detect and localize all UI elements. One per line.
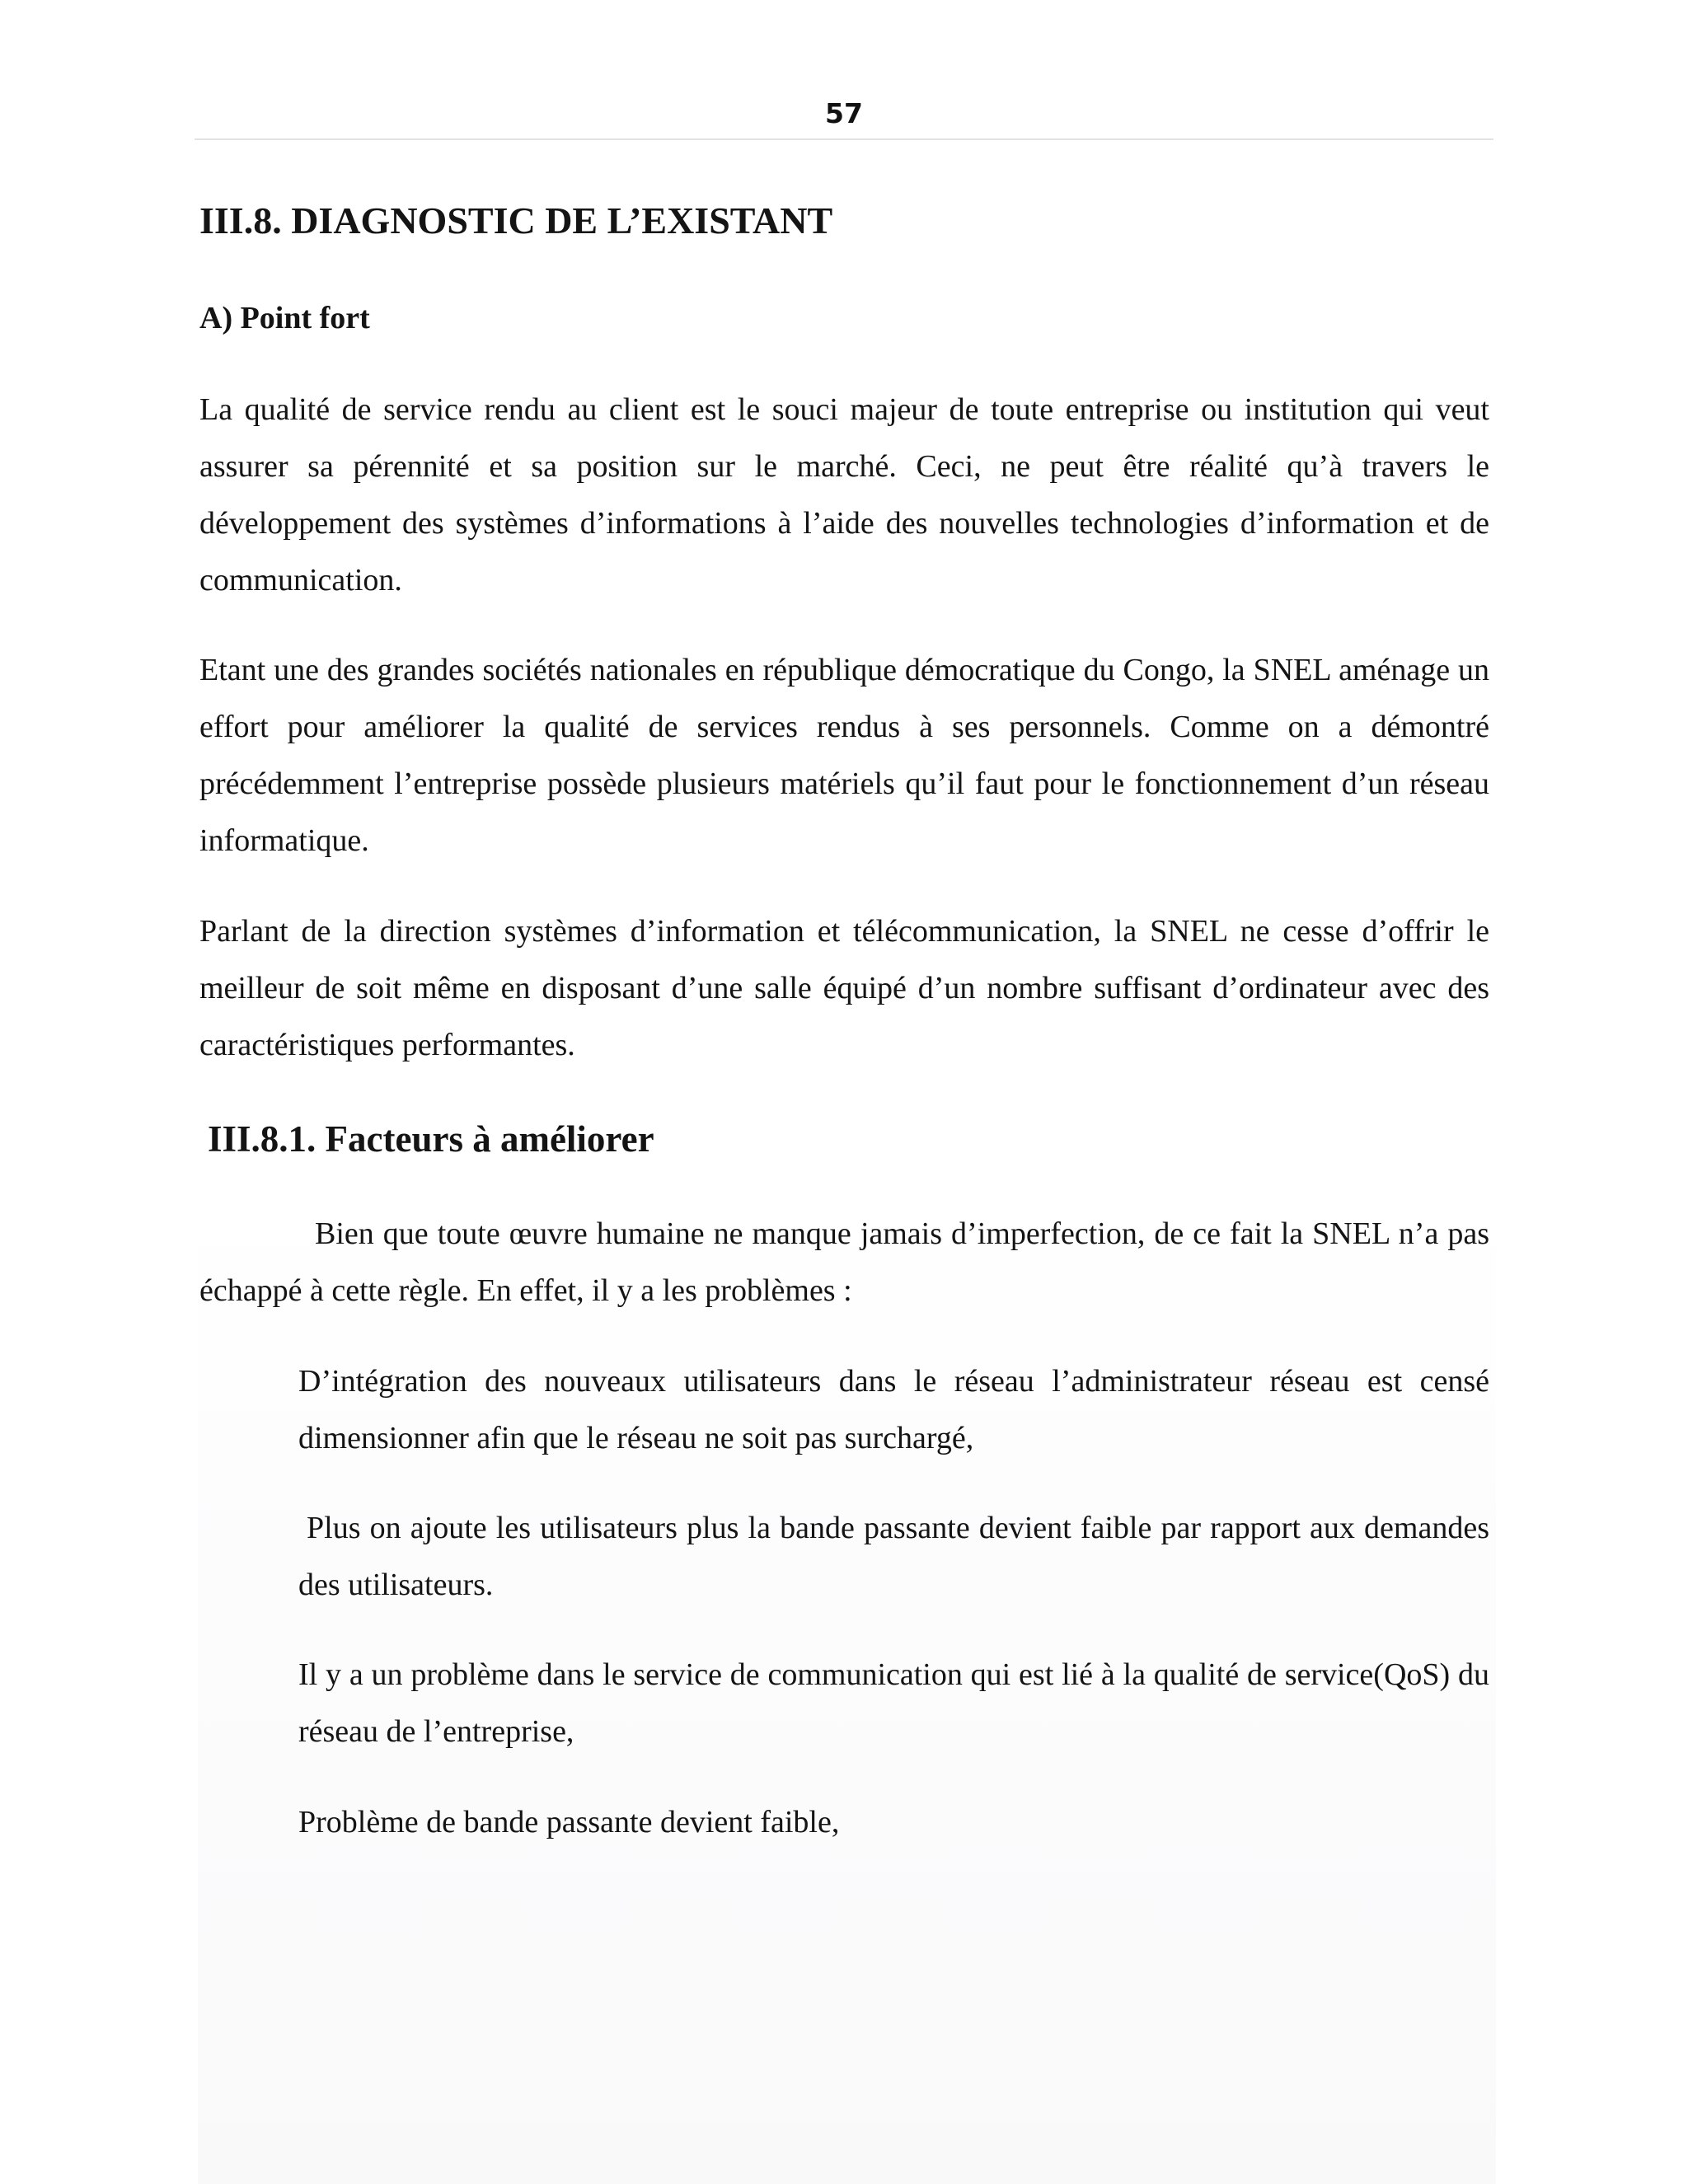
problem-item: Plus on ajoute les utilisateurs plus la bande passante devient faible par rapport aux demandes des utilisateurs. [298,1511,1489,1602]
paragraph-direction: Parlant de la direction systèmes d’information et télécommunication, la SNEL ne cesse d’offrir le meilleur de soit même en disposant d’une salle équipé d’un nombre suffisant d’ordinateur avec des caractéristiques performantes. [199,914,1489,1062]
problem-item: Problème de bande passante devient faible, [298,1805,840,1840]
point-fort-heading: A) Point fort [199,301,370,335]
header-divider [195,138,1493,140]
paragraph-quality: La qualité de service rendu au client est le souci majeur de toute entreprise ou institution qui veut assurer sa pérennité et sa position sur le marché. Ceci, ne peut être réalité qu’à travers le développement des systèmes d’informations à l’aide des nouvelles technologies d’information et de communication. [199,392,1489,598]
paragraph-snel: Etant une des grandes sociétés nationales en république démocratique du Congo, la SNEL aménage un effort pour améliorer la qualité de services rendus à ses personnels. Comme on a démontré précédemment l’entreprise possède plusieurs matériels qu’il faut pour le fonctionnement d’un réseau informatique. [199,653,1489,858]
section-heading: III.8. DIAGNOSTIC DE L’EXISTANT [199,199,833,241]
facteurs-heading: III.8.1. Facteurs à améliorer [208,1118,654,1160]
page-number: 57 [825,97,863,129]
problem-item: Il y a un problème dans le service de communication qui est lié à la qualité de service(QoS) du réseau de l’entreprise, [298,1657,1489,1749]
paragraph-imperfection: Bien que toute œuvre humaine ne manque jamais d’imperfection, de ce fait la SNEL n’a pas échappé à cette règle. En effet, il y a les problèmes : [199,1216,1489,1308]
problem-item: D’intégration des nouveaux utilisateurs dans le réseau l’administrateur réseau est censé dimensionner afin que le réseau ne soit pas surchargé, [298,1364,1489,1455]
